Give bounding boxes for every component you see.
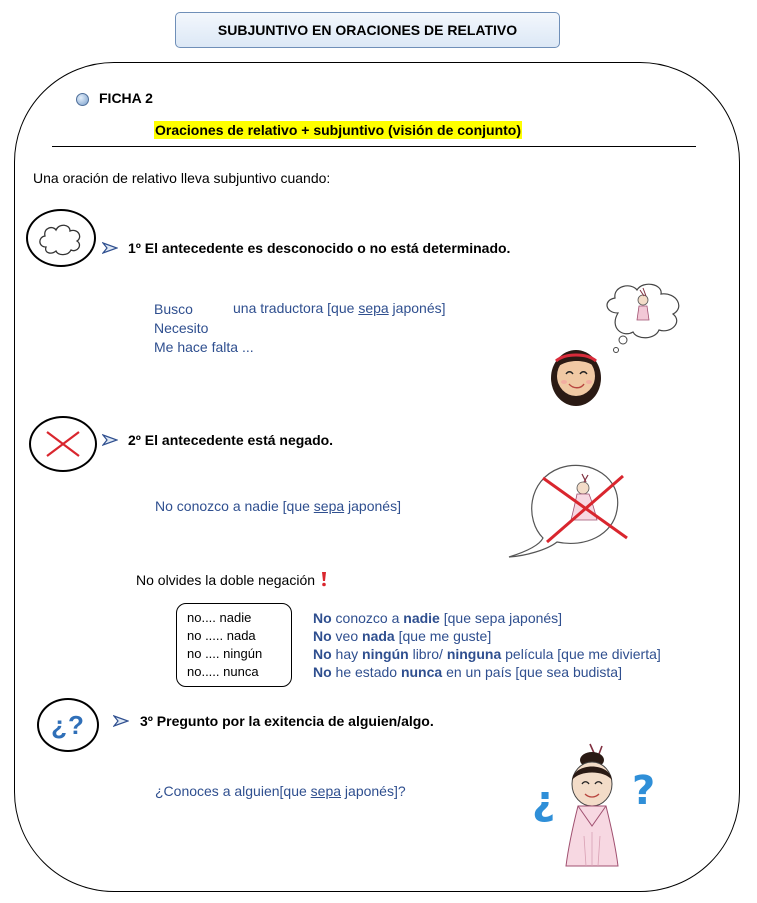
example-underlined: sepa	[310, 783, 342, 799]
pair-item: no .... ningún	[187, 646, 263, 661]
example-underlined: sepa	[358, 300, 389, 316]
x-mark-icon	[31, 418, 95, 470]
cloud-circle-icon	[26, 209, 96, 267]
question-circle-icon	[37, 698, 99, 752]
section3-example	[155, 783, 406, 799]
crossed-speech-bubble-illustration	[505, 460, 635, 560]
section2-heading: 2º El antecedente está negado.	[128, 432, 334, 448]
example-part: japonés]?	[341, 783, 406, 799]
question-open-mark: ¿	[532, 778, 556, 824]
bullet-icon	[76, 93, 89, 106]
example-part: una traductora [que	[233, 300, 359, 316]
negation-example: No hay ningún libro/ ninguna película [que me divierta]	[313, 646, 661, 662]
question-close-mark: ?	[632, 768, 656, 814]
cloud-icon	[28, 211, 94, 265]
arrow-right-icon	[113, 715, 129, 727]
double-negation-note	[136, 571, 329, 588]
verb-me-hace-falta: Me hace falta ...	[154, 339, 254, 355]
negation-example: No conozco a nadie [que sepa japonés]	[313, 610, 563, 626]
exclamation-icon	[319, 571, 329, 587]
intro-text: Una oración de relativo lleva subjuntivo cuando:	[33, 170, 331, 186]
section2-example	[155, 498, 401, 514]
verb-busco: Busco	[154, 301, 193, 317]
example-part: No conozco a nadie [que	[155, 498, 314, 514]
negation-examples	[313, 609, 661, 681]
arrow-right-icon	[102, 434, 118, 446]
subtitle-highlight: Oraciones de relativo + subjuntivo (visión de conjunto)	[155, 122, 522, 138]
cross-circle-icon	[29, 416, 97, 472]
thinking-girl-illustration	[543, 278, 688, 408]
questioning-girl-illustration	[528, 740, 668, 870]
arrow-right-icon	[102, 242, 118, 254]
note-text: No olvides la doble negación	[136, 572, 316, 588]
pair-item: no..... nunca	[187, 664, 259, 679]
example-underlined: sepa	[313, 498, 345, 514]
negation-pairs-list	[187, 609, 262, 681]
pair-item: no ..... nada	[187, 628, 256, 643]
negation-example: No veo nada [que me guste]	[313, 628, 492, 644]
example-part: japonés]	[388, 300, 446, 316]
section3-heading: 3º Pregunto por la exitencia de alguien/algo.	[140, 713, 434, 729]
pair-item: no.... nadie	[187, 610, 252, 625]
question-marks-icon: ¿?	[51, 709, 85, 740]
ficha-label: FICHA 2	[99, 90, 153, 106]
example-part: ¿Conoces a alguien[que	[155, 783, 311, 799]
divider	[52, 146, 696, 147]
example-part: japonés]	[344, 498, 401, 514]
verb-necesito: Necesito	[154, 320, 209, 336]
section1-heading: 1º El antecedente es desconocido o no está determinado.	[128, 240, 511, 256]
negation-example: No he estado nunca en un país [que sea budista]	[313, 664, 622, 680]
section1-example	[233, 300, 446, 316]
page-title: SUBJUNTIVO EN ORACIONES DE RELATIVO	[175, 12, 560, 48]
